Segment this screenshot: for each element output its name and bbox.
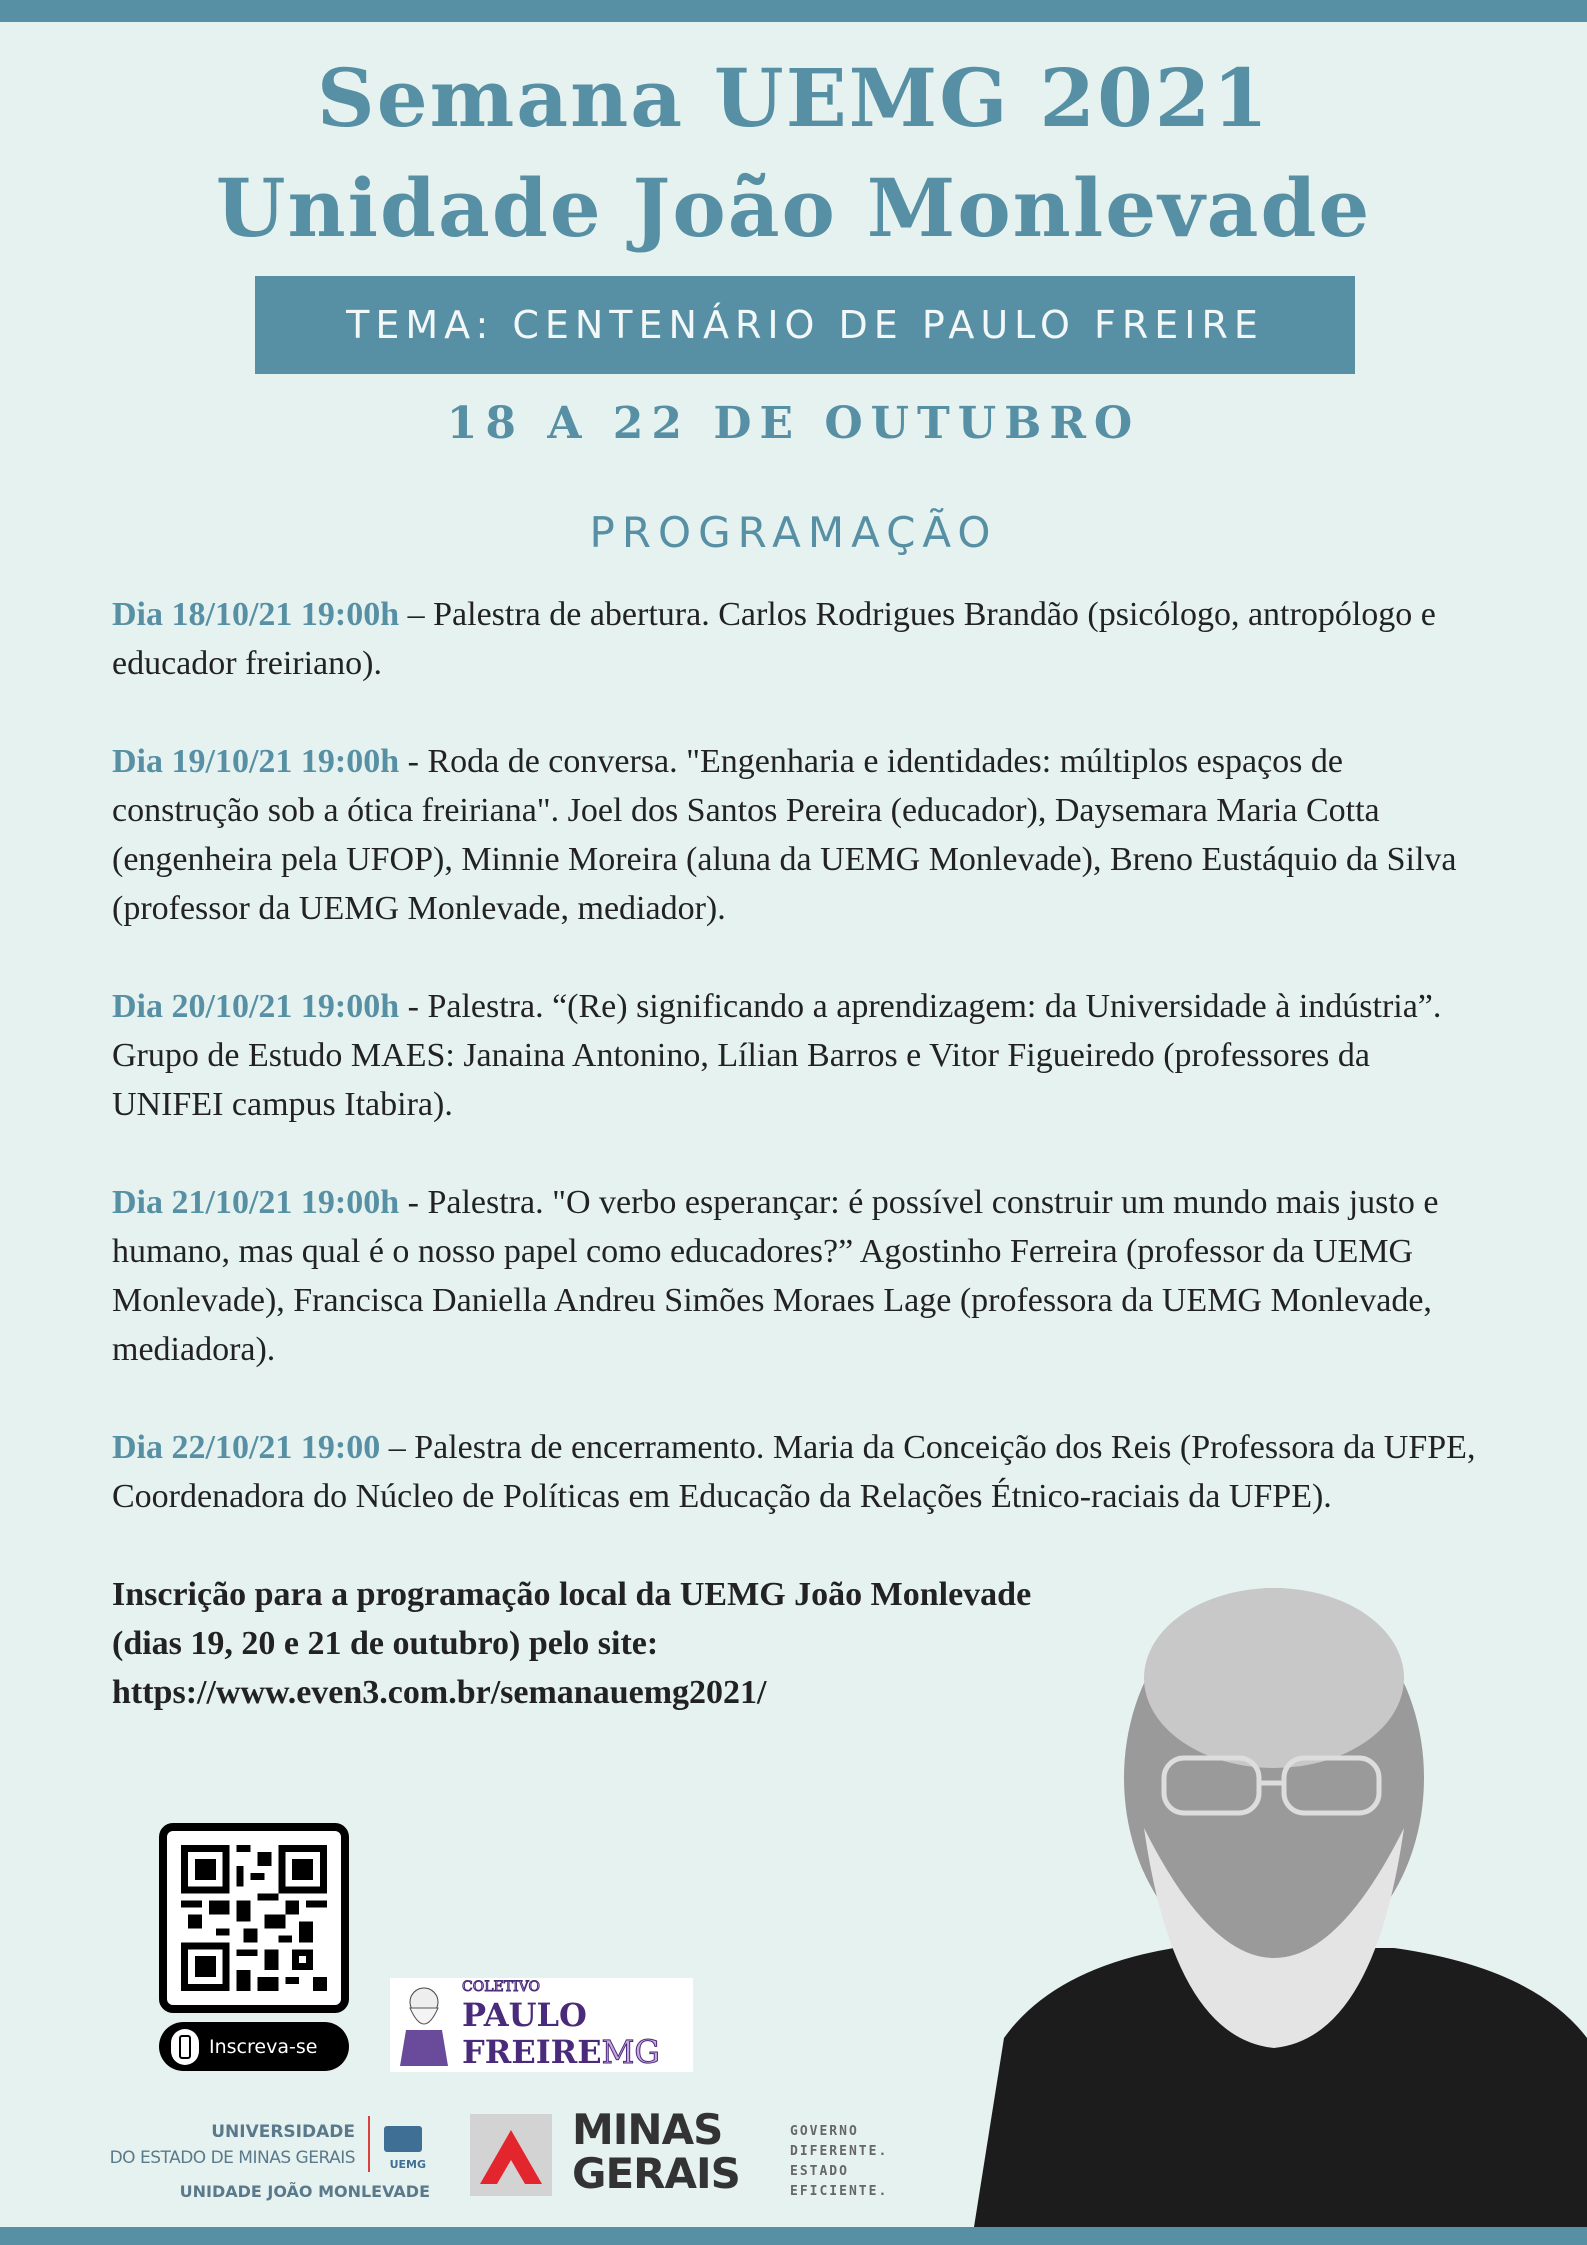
program-item xyxy=(112,737,1487,933)
coletivo-paulo-freire-logo xyxy=(390,1978,693,2072)
section-heading: PROGRAMAÇÃO xyxy=(589,508,998,557)
event-description: – Palestra de encerramento. Maria da Conceição dos Reis (Professora da UFPE, Coordenadora do Núcleo de Políticas em Educação da Relações Étnico-raciais da UFPE). xyxy=(112,1429,1476,1515)
program-item xyxy=(112,590,1487,688)
event-description: – Palestra de abertura. Carlos Rodrigues Brandão (psicólogo, antropólogo e educador freiriano). xyxy=(112,596,1436,682)
program-item xyxy=(112,1178,1487,1374)
program-item xyxy=(112,982,1487,1129)
content-flow xyxy=(112,590,1487,1717)
event-dates: 18 A 22 DE OUTUBRO xyxy=(446,398,1141,449)
event-datetime: Dia 22/10/21 19:00 xyxy=(112,1429,381,1466)
qr-code[interactable] xyxy=(159,1823,349,2013)
coletivo-bottom-text: FREIREMG xyxy=(462,2033,660,2071)
minas-gerais-logo: MINAS GERAIS GOVERNO DIFERENTE. ESTADO EFICIENTE. xyxy=(470,2112,910,2202)
mg-triangle-icon xyxy=(470,2114,552,2196)
theme-banner: TEMA: CENTENÁRIO DE PAULO FREIRE xyxy=(255,276,1355,374)
event-datetime: Dia 21/10/21 19:00h xyxy=(112,1184,400,1221)
subscribe-label: Inscreva-se xyxy=(209,2035,318,2058)
event-description: - Roda de conversa. "Engenharia e identidades: múltiplos espaços de construção sob a ótica freiriana". Joel dos Santos Pereira (educador), Daysemara Maria Cotta (engenheira pela UFOP), Minnie Moreira (aluna da UEMG Monlevade), Breno Eustáquio da Silva (professor da UEMG Monlevade, mediador). xyxy=(112,743,1457,927)
title-line1: Semana UEMG 2021 xyxy=(316,51,1271,145)
subscribe-button[interactable] xyxy=(159,2022,349,2071)
event-datetime: Dia 19/10/21 19:00h xyxy=(112,743,400,780)
title-line2: Unidade João Monlevade xyxy=(215,161,1372,255)
event-description: - Palestra. “(Re) significando a aprendizagem: da Universidade à indústria”. Grupo de Estudo MAES: Janaina Antonino, Lílian Barros e Vitor Figueiredo (professores da UNIFEI campus Itabira). xyxy=(112,988,1442,1123)
event-description: - Palestra. "O verbo esperançar: é possível construir um mundo mais justo e humano, mas qual é o nosso papel como educadores?” Agostinho Ferreira (professor da UEMG Monlevade), Francisca Daniella Andreu Simões Moraes Lage (professora da UEMG Monlevade, mediadora). xyxy=(112,1184,1439,1368)
registration-line1: Inscrição para a programação local da UEMG João Monlevade xyxy=(112,1576,1032,1613)
divider xyxy=(368,2116,370,2172)
uemg-mark-icon xyxy=(384,2126,422,2152)
coletivo-mid-text: PAULO xyxy=(462,1996,587,2034)
coletivo-top-text: COLETIVO xyxy=(462,1979,540,1995)
program-item xyxy=(112,1423,1487,1521)
event-datetime: Dia 20/10/21 19:00h xyxy=(112,988,400,1025)
paulo-freire-photo xyxy=(974,1568,1587,2227)
registration-line2: (dias 19, 20 e 21 de outubro) pelo site: xyxy=(112,1625,659,1662)
program-list xyxy=(112,590,1487,1521)
top-bar xyxy=(0,0,1587,22)
bottom-bar xyxy=(0,2227,1587,2245)
phone-icon xyxy=(171,2029,199,2065)
registration-link[interactable]: https://www.even3.com.br/semanauemg2021/ xyxy=(112,1674,767,1711)
uemg-logo: UNIVERSIDADE DO ESTADO DE MINAS GERAIS UEMG UNIDADE JOÃO MONLEVADE xyxy=(70,2112,430,2207)
caricature-icon xyxy=(392,1980,462,2070)
event-datetime: Dia 18/10/21 19:00h xyxy=(112,596,400,633)
